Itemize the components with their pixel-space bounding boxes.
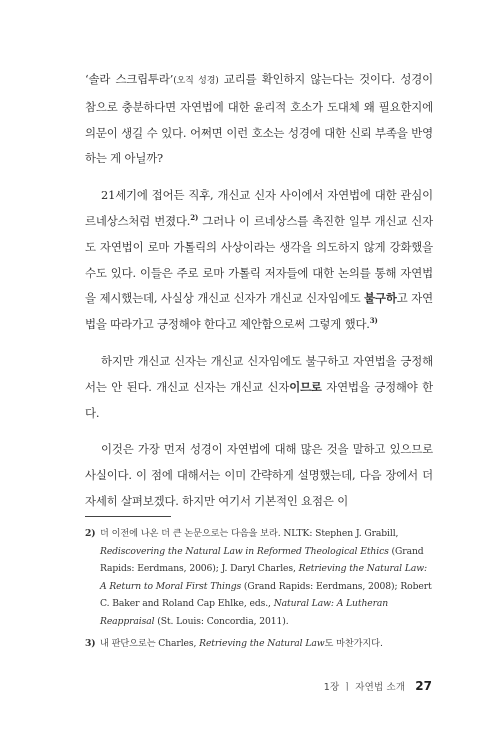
footnote-segment: 내 판단으로는 Charles, — [100, 637, 200, 649]
paragraph-3 — [85, 349, 433, 426]
paragraph-1-text: 교리를 확인하지 않는다는 것이다. 성경이 참으로 충분하다면 자연법에 대한 윤리적 호소가 도대체 왜 필요한지에 의문이 생길 수 있다. 어쩌면 이런 호소는 성경에 대한 신뢰 부족을 반영하는 게 아닐까? — [85, 72, 433, 166]
book-title: Retrieving the Natural Law — [199, 637, 325, 649]
footnote-2 — [85, 525, 435, 631]
chapter-label: 1장 ㅣ 자연법 소개 — [323, 682, 406, 693]
footnote-divider — [85, 516, 171, 517]
running-footer — [324, 679, 432, 693]
footnote-number: 3) — [85, 637, 96, 649]
parenthetical-gloss: (오직 성경) — [173, 76, 219, 86]
paragraph-3-text: 자연법을 긍정해야 한다. — [85, 379, 434, 420]
book-title: Rediscovering the Natural Law in Reformed Theological Ethics — [100, 545, 389, 557]
footnote-segment: (Grand Rapids: Eerdmans, 2008); Robert C. Baker and Roland Cap Ehlke, eds., — [100, 580, 432, 610]
paragraph-2 — [85, 183, 433, 338]
footnote-segment: (St. Louis: Concordia, 2011). — [154, 615, 289, 627]
footnote-ref-3[interactable]: 3) — [369, 316, 378, 326]
footnote-segment: 도 마찬가지다. — [324, 637, 383, 649]
footnote-text — [100, 635, 435, 653]
paragraph-4-text: 이것은 가장 먼저 성경이 자연법에 대해 많은 것을 말하고 있으므로 사실이다. 이 점에 대해서는 이미 간략하게 설명했는데, 다음 장에서 더 자세히 살펴보겠다. 하지만 여기서 기본적인 요점은 이 — [85, 442, 433, 508]
footnotes — [85, 525, 435, 656]
paragraph-2-text: 고 자연법을 따라가고 긍정해야 한다고 제안함으로써 그렇게 했다. — [85, 291, 433, 332]
book-title: Natural Law: A Lutheran Reappraisal — [100, 598, 389, 627]
emphasis-text: 불구하 — [364, 291, 397, 306]
paragraph-1-text: ‘솔라 스크립투라’ — [85, 72, 174, 86]
footnote-number: 2) — [85, 528, 96, 539]
footnote-text — [100, 525, 435, 631]
body-text — [85, 67, 433, 515]
emphasis-text: 이므로 — [289, 379, 322, 394]
book-title: Retrieving the Natural Law: A Return to Moral First Things — [100, 563, 427, 592]
paragraph-4 — [85, 437, 433, 514]
paragraph-2-text: 그러나 이 르네상스를 촉진한 일부 개신교 신자도 자연법이 로마 가톨릭의 사상이라는 생각을 의도하지 않게 강화했을 수도 있다. 이들은 주로 로마 가톨릭 저자들에 대한 논의를 통해 자연법을 제시했는데, 사실상 개신교 신자가 개신교 신자임에도 — [85, 213, 433, 306]
paragraph-2-text: 21세기에 접어든 직후, 개신교 신자 사이에서 자연법에 대한 관심이 르네상스처럼 번졌다. — [85, 188, 433, 228]
footnote-ref-2[interactable]: 2) — [190, 213, 199, 223]
footnote-segment: (Grand Rapids: Eerdmans, 2006); J. Daryl Charles, — [100, 545, 424, 575]
paragraph-1 — [85, 67, 433, 172]
paragraph-3-text: 하지만 개신교 신자는 개신교 신자임에도 불구하고 자연법을 긍정해서는 안 된다. 개신교 신자는 개신교 신자 — [85, 353, 433, 394]
footnote-segment: 더 이전에 나온 더 큰 논문으로는 다음을 보라. NLTK: Stephen J. Grabill, — [100, 528, 399, 539]
page-number: 27 — [415, 679, 432, 693]
footnote-3 — [85, 635, 435, 653]
